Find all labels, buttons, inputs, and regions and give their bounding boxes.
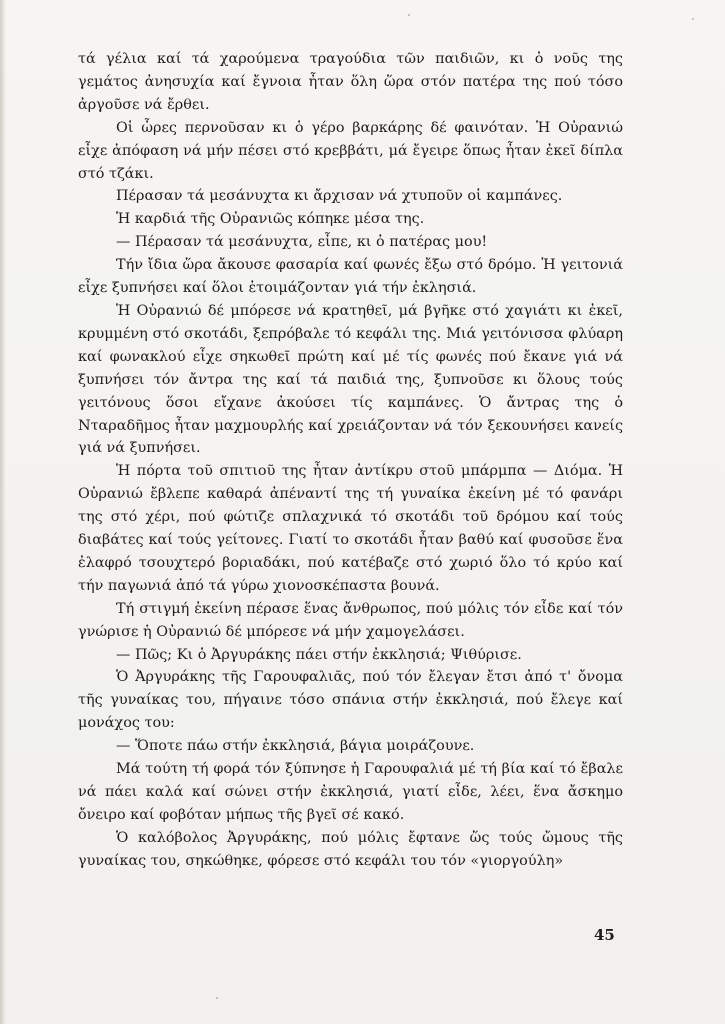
paragraph: Ἡ πόρτα τοῦ σπιτιοῦ της ἦταν ἀντίκρυ στοῦ μπάρμπα — Διόμα. Ἡ Οὐρανιώ ἔβλεπε καθαρά ἀπέναντί της τή γυναίκα ἐκείνη μέ τό φανάρι της στό χέρι, πού φώτιζε σπλαχνικά τό σκοτάδι τοῦ δρόμου καί τούς διαβάτες καί τούς γείτονες. Γιατί το σκοτάδι ἦταν βαθύ καί φυσοῦσε ἕνα ἐλαφρό τσουχτερό βοριαδάκι, πού κατέβαζε στό χωριό ὅλο τό κρύο καί τήν παγωνιά ἀπό τά γύρω χιονοσκέπαστα βουνά.	[78, 463, 623, 594]
paragraph: Τήν ἴδια ὥρα ἄκουσε φασαρία καί φωνές ἔξω στό δρόμο. Ἡ γειτονιά εἶχε ξυπνήσει καί ὅλοι ἑτοιμάζονταν γιά τήν ἐκλησιά.	[78, 257, 623, 297]
paragraph: Μά τούτη τή φορά τόν ξύπνησε ἡ Γαρουφαλιά μέ τή βία καί τό ἔβαλε νά πάει καλά καί σώνει στήν ἐκκλησιά, γιατί εἶδε, λέει, ἕνα ἄσκημο ὄνειρο καί φοβόταν μήπως τῆς βγεῖ σέ κακό.	[78, 761, 623, 823]
paragraph: Ὁ Ἀργυράκης τῆς Γαρουφαλιᾶς, πού τόν ἔλεγαν ἔτσι ἀπό τ' ὄνομα τῆς γυναίκας του, πήγαινε τόσο σπάνια στήν ἐκκλησιά, πού ἔλεγε καί μονάχος του:	[78, 669, 623, 732]
paragraph: Οἱ ὧρες περνοῦσαν κι ὁ γέρο βαρκάρης δέ φαινόταν. Ἡ Οὐρανιώ εἶχε ἀπόφαση νά μήν πέσει στό κρεββάτι, μά ἔγειρε ὅπως ἦταν ἐκεῖ δίπλα στό τζάκι.	[78, 119, 623, 182]
paragraph: Ἡ Οὐρανιώ δέ μπόρεσε νά κρατηθεῖ, μά βγῆκε στό χαγιάτι κι ἐκεῖ, κρυμμένη στό σκοτάδι, ξεπρόβαλε τό κεφάλι της. Μιά γειτόνισσα φλύαρη καί φωνακλού εἶχε σηκωθεῖ πρώτη καί μέ τίς φωνές πού ἔκανε γιά νά ξυπνήσει τόν ἄντρα της καί τά παιδιά της, ξυπνοῦσε κι ὅλους τούς γειτόνους ὅσοι εἴχανε ἀκούσει τίς καμπάνες. Ὁ ἄντρας της ὁ Νταραδῆμος ἦταν μαχμουρλής καί χρειάζονταν νά τόν ξεκουνήσει κανείς γιά νά ξυπνήσει.	[78, 302, 623, 457]
paragraph: Ἡ καρδιά τῆς Οὐρανιῶς κόπηκε μέσα της.	[116, 211, 425, 228]
paragraph: Ὁ καλόβολος Ἀργυράκης, πού μόλις ἔφτανε ὥς τούς ὤμους τῆς γυναίκας του, σηκώθηκε, φόρεσε στό κεφάλι του τόν «γιοργούλη»	[78, 829, 623, 869]
page-number: 45	[594, 926, 615, 944]
page-left-edge	[0, 0, 6, 1024]
paper-speck	[216, 997, 218, 999]
paragraph: — Ὅποτε πάω στήν ἐκκλησιά, βάγια μοιράζουνε.	[116, 738, 475, 755]
paragraph: — Πέρασαν τά μεσάνυχτα, εἶπε, κι ὁ πατέρας μου!	[116, 234, 488, 251]
paper-speck	[692, 18, 694, 20]
paper-speck	[408, 14, 410, 16]
paragraph: — Πῶς; Κι ὁ Ἀργυράκης πάει στήν ἐκκλησιά; Ψιθύρισε.	[116, 646, 522, 663]
body-text	[78, 48, 623, 873]
paragraph: τά γέλια καί τά χαρούμενα τραγούδια τῶν παιδιῶν, κι ὁ νοῦς της γεμάτος ἀνησυχία καί ἔγνοια ἦταν ὅλη ὥρα στόν πατέρα της πού τόσο ἀργοῦσε νά ἔρθει.	[78, 51, 623, 113]
paragraph: Τή στιγμή ἐκείνη πέρασε ἕνας ἄνθρωπος, πού μόλις τόν εἶδε καί τόν γνώρισε ἡ Οὐρανιώ δέ μπόρεσε νά μήν χαμογελάσει.	[78, 600, 623, 640]
paragraph: Πέρασαν τά μεσάνυχτα κι ἄρχισαν νά χτυποῦν οἱ καμπάνες.	[116, 188, 563, 205]
